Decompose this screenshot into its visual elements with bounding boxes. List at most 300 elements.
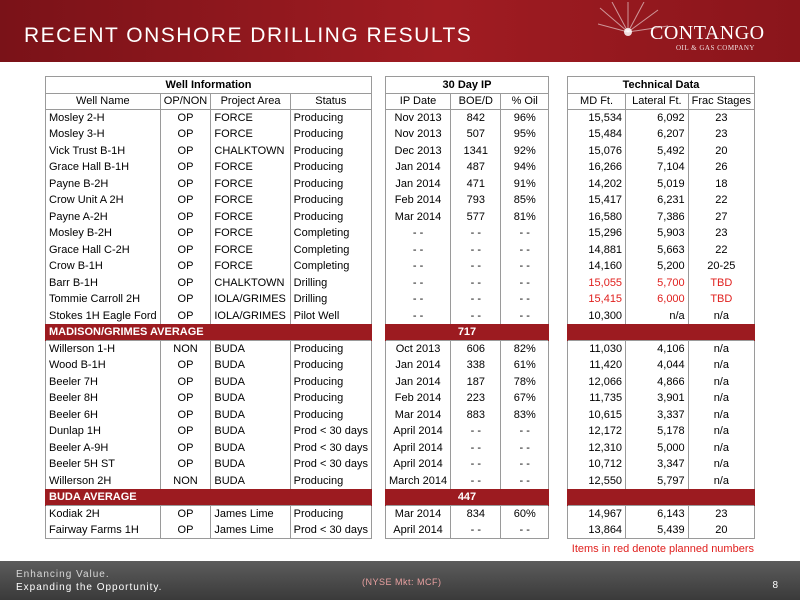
project-area-cell: FORCE [211, 225, 290, 242]
well-name-cell: Willerson 2H [46, 473, 161, 490]
table-row [386, 275, 549, 292]
pct-oil-cell: - - [501, 522, 549, 539]
table-row [46, 143, 372, 160]
md-ft-cell: 15,417 [568, 192, 626, 209]
ip-date-cell: Jan 2014 [386, 357, 451, 374]
ip-date-cell: April 2014 [386, 522, 451, 539]
ip-date-cell: Mar 2014 [386, 506, 451, 523]
col-header-boe-d: BOE/D [451, 93, 501, 110]
lateral-ft-cell: 7,386 [626, 209, 689, 226]
md-ft-cell: 12,172 [568, 423, 626, 440]
status-cell: Producing [290, 341, 371, 358]
table-row [568, 423, 755, 440]
boe-d-cell: 793 [451, 192, 501, 209]
table-row [568, 209, 755, 226]
status-cell: Drilling [290, 275, 371, 292]
op-non-cell: OP [160, 143, 211, 160]
pct-oil-cell: - - [501, 242, 549, 259]
table-row [386, 242, 549, 259]
op-non-cell: OP [160, 258, 211, 275]
op-non-cell: OP [160, 357, 211, 374]
table-row [46, 341, 372, 358]
status-cell: Prod < 30 days [290, 440, 371, 457]
frac-stages-cell: 18 [688, 176, 754, 193]
lateral-ft-cell: 5,000 [626, 440, 689, 457]
ip-30-day-table [385, 76, 549, 539]
boe-d-cell: - - [451, 275, 501, 292]
md-ft-cell: 12,550 [568, 473, 626, 490]
well-name-cell: Willerson 1-H [46, 341, 161, 358]
status-cell: Pilot Well [290, 308, 371, 325]
technical-data-table [567, 76, 755, 539]
op-non-cell: OP [160, 209, 211, 226]
table-row [386, 159, 549, 176]
table-row [568, 242, 755, 259]
project-area-cell: FORCE [211, 242, 290, 259]
page-number: 8 [772, 580, 778, 591]
project-area-cell: FORCE [211, 126, 290, 143]
pct-oil-cell: - - [501, 440, 549, 457]
status-cell: Producing [290, 374, 371, 391]
table-row [568, 143, 755, 160]
md-ft-cell: 11,420 [568, 357, 626, 374]
boe-d-cell: - - [451, 440, 501, 457]
ip-date-cell: Mar 2014 [386, 407, 451, 424]
status-cell: Producing [290, 506, 371, 523]
op-non-cell: OP [160, 506, 211, 523]
frac-stages-cell: 22 [688, 242, 754, 259]
op-non-cell: NON [160, 341, 211, 358]
pct-oil-cell: - - [501, 225, 549, 242]
md-ft-cell: 10,712 [568, 456, 626, 473]
col-header-ip-date: IP Date [386, 93, 451, 110]
ip-date-cell: April 2014 [386, 440, 451, 457]
table-row [386, 357, 549, 374]
ip-date-cell: April 2014 [386, 423, 451, 440]
average-row [386, 324, 549, 341]
well-name-cell: Mosley 3-H [46, 126, 161, 143]
table-row [386, 473, 549, 490]
well-name-cell: Beeler 6H [46, 407, 161, 424]
company-logo [598, 2, 798, 58]
md-ft-cell: 15,534 [568, 110, 626, 127]
table-row [386, 225, 549, 242]
lateral-ft-cell: n/a [626, 308, 689, 325]
md-ft-cell: 12,066 [568, 374, 626, 391]
op-non-cell: OP [160, 522, 211, 539]
table-row [46, 110, 372, 127]
table-row [46, 374, 372, 391]
ip-date-cell: Nov 2013 [386, 110, 451, 127]
table-row [568, 308, 755, 325]
lateral-ft-cell: 5,178 [626, 423, 689, 440]
table-row [386, 440, 549, 457]
project-area-cell: FORCE [211, 159, 290, 176]
project-area-cell: BUDA [211, 390, 290, 407]
status-cell: Producing [290, 209, 371, 226]
lateral-ft-cell: 6,143 [626, 506, 689, 523]
table-row [46, 159, 372, 176]
table-row [46, 225, 372, 242]
lateral-ft-cell: 5,903 [626, 225, 689, 242]
op-non-cell: OP [160, 192, 211, 209]
project-area-cell: BUDA [211, 407, 290, 424]
ip-date-cell: - - [386, 291, 451, 308]
well-name-cell: Beeler 7H [46, 374, 161, 391]
frac-stages-cell: n/a [688, 456, 754, 473]
frac-stages-cell: n/a [688, 308, 754, 325]
status-cell: Producing [290, 110, 371, 127]
table-row [46, 275, 372, 292]
lateral-ft-cell: 4,044 [626, 357, 689, 374]
table-row [386, 176, 549, 193]
table-row [46, 291, 372, 308]
pct-oil-cell: 78% [501, 374, 549, 391]
md-ft-cell: 16,266 [568, 159, 626, 176]
md-ft-cell: 14,202 [568, 176, 626, 193]
frac-stages-cell: n/a [688, 440, 754, 457]
ip-date-cell: Nov 2013 [386, 126, 451, 143]
project-area-cell: BUDA [211, 473, 290, 490]
pct-oil-cell: 83% [501, 407, 549, 424]
table-row [568, 357, 755, 374]
ip-date-cell: Jan 2014 [386, 159, 451, 176]
logo-subtitle: OIL & GAS COMPANY [676, 44, 755, 52]
frac-stages-cell: 20 [688, 522, 754, 539]
project-area-cell: FORCE [211, 176, 290, 193]
table-row [46, 440, 372, 457]
boe-d-cell: 577 [451, 209, 501, 226]
pct-oil-cell: 91% [501, 176, 549, 193]
pct-oil-cell: - - [501, 423, 549, 440]
table-row [386, 110, 549, 127]
ip-date-cell: March 2014 [386, 473, 451, 490]
op-non-cell: OP [160, 308, 211, 325]
well-information-table [45, 76, 372, 539]
md-ft-cell: 15,296 [568, 225, 626, 242]
table-row [568, 440, 755, 457]
md-ft-cell: 15,484 [568, 126, 626, 143]
table-row [46, 192, 372, 209]
lateral-ft-cell: 5,492 [626, 143, 689, 160]
table-row [46, 258, 372, 275]
average-row [568, 489, 755, 506]
well-name-cell: Beeler 5H ST [46, 456, 161, 473]
op-non-cell: OP [160, 291, 211, 308]
lateral-ft-cell: 5,797 [626, 473, 689, 490]
lateral-ft-cell: 5,019 [626, 176, 689, 193]
lateral-ft-cell: 3,337 [626, 407, 689, 424]
lateral-ft-cell: 5,200 [626, 258, 689, 275]
md-ft-cell: 12,310 [568, 440, 626, 457]
pct-oil-cell: - - [501, 473, 549, 490]
status-cell: Prod < 30 days [290, 423, 371, 440]
slide-title: RECENT ONSHORE DRILLING RESULTS [24, 24, 473, 47]
md-ft-cell: 10,615 [568, 407, 626, 424]
boe-d-cell: 507 [451, 126, 501, 143]
well-name-cell: Dunlap 1H [46, 423, 161, 440]
table-row [568, 275, 755, 292]
table-row [46, 126, 372, 143]
project-area-cell: BUDA [211, 341, 290, 358]
project-area-cell: BUDA [211, 423, 290, 440]
boe-d-cell: 487 [451, 159, 501, 176]
project-area-cell: BUDA [211, 440, 290, 457]
table-row [568, 506, 755, 523]
ip-date-cell: - - [386, 225, 451, 242]
col-header-lateral-ft: Lateral Ft. [626, 93, 689, 110]
boe-d-cell: - - [451, 242, 501, 259]
well-name-cell: Payne A-2H [46, 209, 161, 226]
op-non-cell: OP [160, 407, 211, 424]
pct-oil-cell: 85% [501, 192, 549, 209]
op-non-cell: OP [160, 242, 211, 259]
status-cell: Producing [290, 473, 371, 490]
table-row [568, 456, 755, 473]
table-row [386, 143, 549, 160]
ip-date-cell: Mar 2014 [386, 209, 451, 226]
average-boe-d: 447 [386, 489, 549, 506]
table-row [46, 473, 372, 490]
op-non-cell: OP [160, 440, 211, 457]
well-name-cell: Crow B-1H [46, 258, 161, 275]
average-label: MADISON/GRIMES AVERAGE [46, 324, 372, 341]
group-header-30-day-ip: 30 Day IP [386, 77, 549, 94]
frac-stages-cell: 27 [688, 209, 754, 226]
project-area-cell: FORCE [211, 258, 290, 275]
boe-d-cell: - - [451, 522, 501, 539]
status-cell: Producing [290, 407, 371, 424]
table-row [568, 176, 755, 193]
op-non-cell: OP [160, 159, 211, 176]
pct-oil-cell: 94% [501, 159, 549, 176]
frac-stages-cell: 23 [688, 126, 754, 143]
frac-stages-cell: 23 [688, 225, 754, 242]
table-row [386, 423, 549, 440]
average-boe-d: 717 [386, 324, 549, 341]
well-name-cell: Vick Trust B-1H [46, 143, 161, 160]
well-name-cell: Grace Hall B-1H [46, 159, 161, 176]
op-non-cell: OP [160, 456, 211, 473]
table-row [386, 407, 549, 424]
slide-header [0, 0, 800, 62]
lateral-ft-cell: 4,106 [626, 341, 689, 358]
well-name-cell: Barr B-1H [46, 275, 161, 292]
md-ft-cell: 13,864 [568, 522, 626, 539]
md-ft-cell: 15,055 [568, 275, 626, 292]
op-non-cell: OP [160, 126, 211, 143]
boe-d-cell: - - [451, 308, 501, 325]
md-ft-cell: 15,415 [568, 291, 626, 308]
average-tech-blank [568, 489, 755, 506]
status-cell: Prod < 30 days [290, 456, 371, 473]
table-row [568, 407, 755, 424]
frac-stages-cell: TBD [688, 291, 754, 308]
pct-oil-cell: - - [501, 275, 549, 292]
table-row [386, 522, 549, 539]
ip-date-cell: Oct 2013 [386, 341, 451, 358]
lateral-ft-cell: 6,207 [626, 126, 689, 143]
md-ft-cell: 10,300 [568, 308, 626, 325]
average-row [46, 489, 372, 506]
table-row [386, 374, 549, 391]
col-header-md-ft: MD Ft. [568, 93, 626, 110]
frac-stages-cell: n/a [688, 423, 754, 440]
table-row [568, 341, 755, 358]
lateral-ft-cell: 6,000 [626, 291, 689, 308]
frac-stages-cell: 23 [688, 506, 754, 523]
table-row [46, 456, 372, 473]
pct-oil-cell: - - [501, 291, 549, 308]
status-cell: Producing [290, 357, 371, 374]
frac-stages-cell: n/a [688, 390, 754, 407]
lateral-ft-cell: 6,231 [626, 192, 689, 209]
boe-d-cell: 834 [451, 506, 501, 523]
frac-stages-cell: 20 [688, 143, 754, 160]
frac-stages-cell: 20-25 [688, 258, 754, 275]
boe-d-cell: 883 [451, 407, 501, 424]
status-cell: Completing [290, 242, 371, 259]
ip-date-cell: - - [386, 258, 451, 275]
col-header-pct-oil: % Oil [501, 93, 549, 110]
frac-stages-cell: TBD [688, 275, 754, 292]
ip-date-cell: - - [386, 242, 451, 259]
project-area-cell: CHALKTOWN [211, 275, 290, 292]
col-header-well-name: Well Name [46, 93, 161, 110]
pct-oil-cell: 60% [501, 506, 549, 523]
footer-ticker: (NYSE Mkt: MCF) [362, 577, 442, 587]
table-row [46, 522, 372, 539]
lateral-ft-cell: 5,663 [626, 242, 689, 259]
status-cell: Producing [290, 143, 371, 160]
table-row [46, 176, 372, 193]
table-row [568, 126, 755, 143]
op-non-cell: OP [160, 423, 211, 440]
status-cell: Producing [290, 126, 371, 143]
well-name-cell: Stokes 1H Eagle Ford [46, 308, 161, 325]
status-cell: Prod < 30 days [290, 522, 371, 539]
project-area-cell: BUDA [211, 374, 290, 391]
well-name-cell: Grace Hall C-2H [46, 242, 161, 259]
table-row [46, 506, 372, 523]
project-area-cell: FORCE [211, 192, 290, 209]
frac-stages-cell: n/a [688, 357, 754, 374]
pct-oil-cell: 95% [501, 126, 549, 143]
well-name-cell: Kodiak 2H [46, 506, 161, 523]
frac-stages-cell: n/a [688, 407, 754, 424]
well-name-cell: Payne B-2H [46, 176, 161, 193]
pct-oil-cell: 96% [501, 110, 549, 127]
table-row [568, 225, 755, 242]
status-cell: Completing [290, 225, 371, 242]
col-header-frac-stages: Frac Stages [688, 93, 754, 110]
boe-d-cell: - - [451, 225, 501, 242]
well-name-cell: Wood B-1H [46, 357, 161, 374]
table-row [568, 522, 755, 539]
boe-d-cell: 223 [451, 390, 501, 407]
boe-d-cell: - - [451, 258, 501, 275]
ip-date-cell: Jan 2014 [386, 176, 451, 193]
table-row [386, 341, 549, 358]
pct-oil-cell: - - [501, 456, 549, 473]
ip-date-cell: Feb 2014 [386, 390, 451, 407]
project-area-cell: BUDA [211, 456, 290, 473]
frac-stages-cell: 22 [688, 192, 754, 209]
md-ft-cell: 15,076 [568, 143, 626, 160]
table-row [568, 390, 755, 407]
table-row [568, 473, 755, 490]
status-cell: Producing [290, 390, 371, 407]
boe-d-cell: - - [451, 423, 501, 440]
lateral-ft-cell: 3,347 [626, 456, 689, 473]
pct-oil-cell: 92% [501, 143, 549, 160]
well-name-cell: Mosley 2-H [46, 110, 161, 127]
status-cell: Producing [290, 159, 371, 176]
project-area-cell: IOLA/GRIMES [211, 291, 290, 308]
frac-stages-cell: 23 [688, 110, 754, 127]
table-row [46, 423, 372, 440]
ip-date-cell: April 2014 [386, 456, 451, 473]
boe-d-cell: 187 [451, 374, 501, 391]
md-ft-cell: 11,030 [568, 341, 626, 358]
table-row [386, 192, 549, 209]
table-row [568, 374, 755, 391]
table-row [46, 357, 372, 374]
well-name-cell: Tommie Carroll 2H [46, 291, 161, 308]
table-row [386, 456, 549, 473]
status-cell: Completing [290, 258, 371, 275]
col-header-status: Status [290, 93, 371, 110]
well-name-cell: Fairway Farms 1H [46, 522, 161, 539]
op-non-cell: OP [160, 110, 211, 127]
boe-d-cell: - - [451, 291, 501, 308]
average-row [386, 489, 549, 506]
table-row [46, 308, 372, 325]
table-row [46, 209, 372, 226]
boe-d-cell: 606 [451, 341, 501, 358]
pct-oil-cell: - - [501, 308, 549, 325]
boe-d-cell: 338 [451, 357, 501, 374]
table-row [46, 390, 372, 407]
ip-date-cell: Dec 2013 [386, 143, 451, 160]
project-area-cell: FORCE [211, 209, 290, 226]
project-area-cell: CHALKTOWN [211, 143, 290, 160]
boe-d-cell: - - [451, 456, 501, 473]
average-tech-blank [568, 324, 755, 341]
frac-stages-cell: n/a [688, 473, 754, 490]
ip-date-cell: - - [386, 275, 451, 292]
pct-oil-cell: 81% [501, 209, 549, 226]
table-row [568, 110, 755, 127]
boe-d-cell: 471 [451, 176, 501, 193]
pct-oil-cell: - - [501, 258, 549, 275]
status-cell: Drilling [290, 291, 371, 308]
table-row [46, 407, 372, 424]
pct-oil-cell: 61% [501, 357, 549, 374]
project-area-cell: James Lime [211, 522, 290, 539]
md-ft-cell: 14,967 [568, 506, 626, 523]
ip-date-cell: Feb 2014 [386, 192, 451, 209]
op-non-cell: OP [160, 374, 211, 391]
lateral-ft-cell: 7,104 [626, 159, 689, 176]
lateral-ft-cell: 5,439 [626, 522, 689, 539]
table-row [386, 258, 549, 275]
pct-oil-cell: 82% [501, 341, 549, 358]
lateral-ft-cell: 5,700 [626, 275, 689, 292]
status-cell: Producing [290, 192, 371, 209]
table-row [386, 308, 549, 325]
col-header-op-non: OP/NON [160, 93, 211, 110]
